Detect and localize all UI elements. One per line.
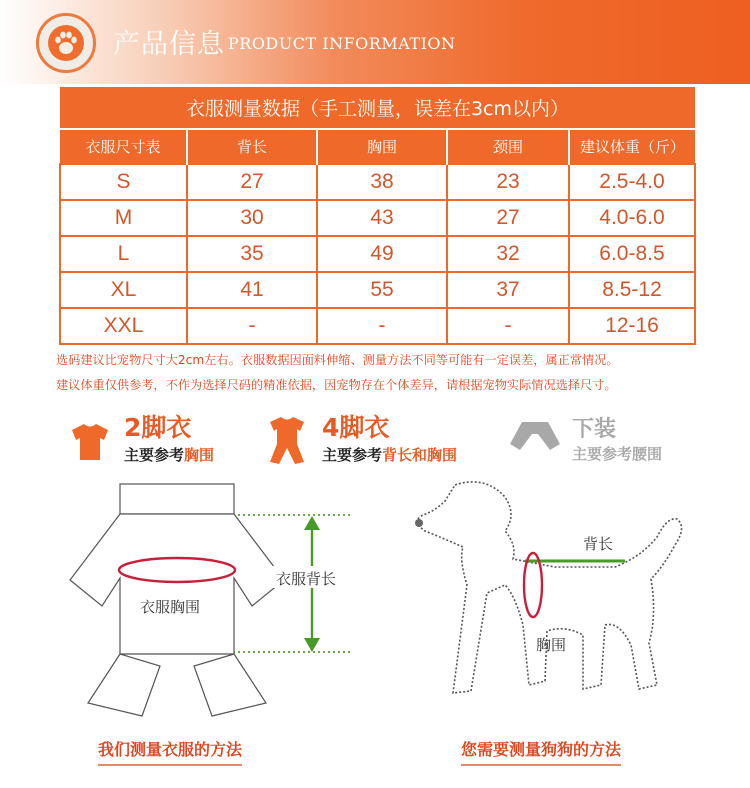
table-caption: 衣服测量数据（手工测量，误差在3cm以内） [60, 87, 695, 129]
two-leg-shirt-icon [66, 420, 114, 464]
table-row [60, 164, 695, 200]
header-banner [0, 0, 750, 84]
table-cell: 8.5-12 [569, 272, 695, 308]
table-cell: 4.0-6.0 [569, 200, 695, 236]
page-title: 产品信息 [113, 29, 225, 60]
size-table [59, 87, 696, 345]
legend-desc: 主要参考背长和胸围 [322, 446, 458, 464]
note-line: 选码建议比宠物尺寸大2cm左右。衣服数据因面料伸缩、测量方法不同等可能有一定误差，属正常情况。 [56, 353, 619, 367]
page-subtitle: PRODUCT INFORMATION [228, 34, 456, 53]
dog-method-caption: 您需要测量狗狗的方法 [461, 737, 621, 766]
table-row [60, 236, 695, 272]
garment-method-caption: 我们测量衣服的方法 [98, 737, 242, 766]
table-cell: 43 [317, 200, 447, 236]
legend-title: 2脚衣 [124, 413, 192, 442]
table-cell: - [187, 308, 317, 344]
dog-chest-label: 胸围 [536, 636, 567, 654]
legend-title: 下装 [572, 417, 617, 442]
table-cell: 6.0-8.5 [569, 236, 695, 272]
table-cell: 27 [447, 200, 569, 236]
table-cell: 38 [317, 164, 447, 200]
size-cell: S [60, 164, 187, 200]
column-header: 建议体重（斤） [569, 129, 695, 164]
garment-back-label: 衣服背长 [276, 570, 337, 588]
size-cell: L [60, 236, 187, 272]
table-cell: 2.5-4.0 [569, 164, 695, 200]
table-cell: 55 [317, 272, 447, 308]
garment-diagram [60, 478, 360, 723]
column-header: 背长 [187, 129, 317, 164]
garment-chest-label: 衣服胸围 [140, 598, 201, 616]
legend-desc: 主要参考胸围 [124, 446, 215, 464]
table-row [60, 308, 695, 344]
pants-icon [508, 418, 562, 458]
table-cell: - [447, 308, 569, 344]
table-row [60, 272, 695, 308]
table-row [60, 200, 695, 236]
table-header-row [60, 129, 695, 164]
table-cell: 35 [187, 236, 317, 272]
size-cell: XXL [60, 308, 187, 344]
legend-desc: 主要参考腰围 [572, 445, 663, 463]
column-header: 颈围 [447, 129, 569, 164]
legend-title: 4脚衣 [322, 413, 390, 442]
table-cell: 12-16 [569, 308, 695, 344]
dog-back-label: 背长 [583, 535, 614, 553]
table-cell: 32 [447, 236, 569, 272]
table-cell: 23 [447, 164, 569, 200]
table-cell: 37 [447, 272, 569, 308]
paw-print-icon [48, 25, 84, 61]
column-header: 胸围 [317, 129, 447, 164]
table-cell: 27 [187, 164, 317, 200]
dog-diagram [405, 475, 705, 710]
table-cell: 41 [187, 272, 317, 308]
note-line: 建议体重仅供参考，不作为选择尺码的精准依据，因宠物存在个体差异，请根据宠物实际情况选择尺寸。 [56, 378, 617, 392]
table-cell: 49 [317, 236, 447, 272]
logo [36, 13, 96, 73]
table-cell: - [317, 308, 447, 344]
table-cell: 30 [187, 200, 317, 236]
size-cell: XL [60, 272, 187, 308]
four-leg-suit-icon [262, 414, 312, 468]
size-cell: M [60, 200, 187, 236]
column-header: 衣服尺寸表 [60, 129, 187, 164]
